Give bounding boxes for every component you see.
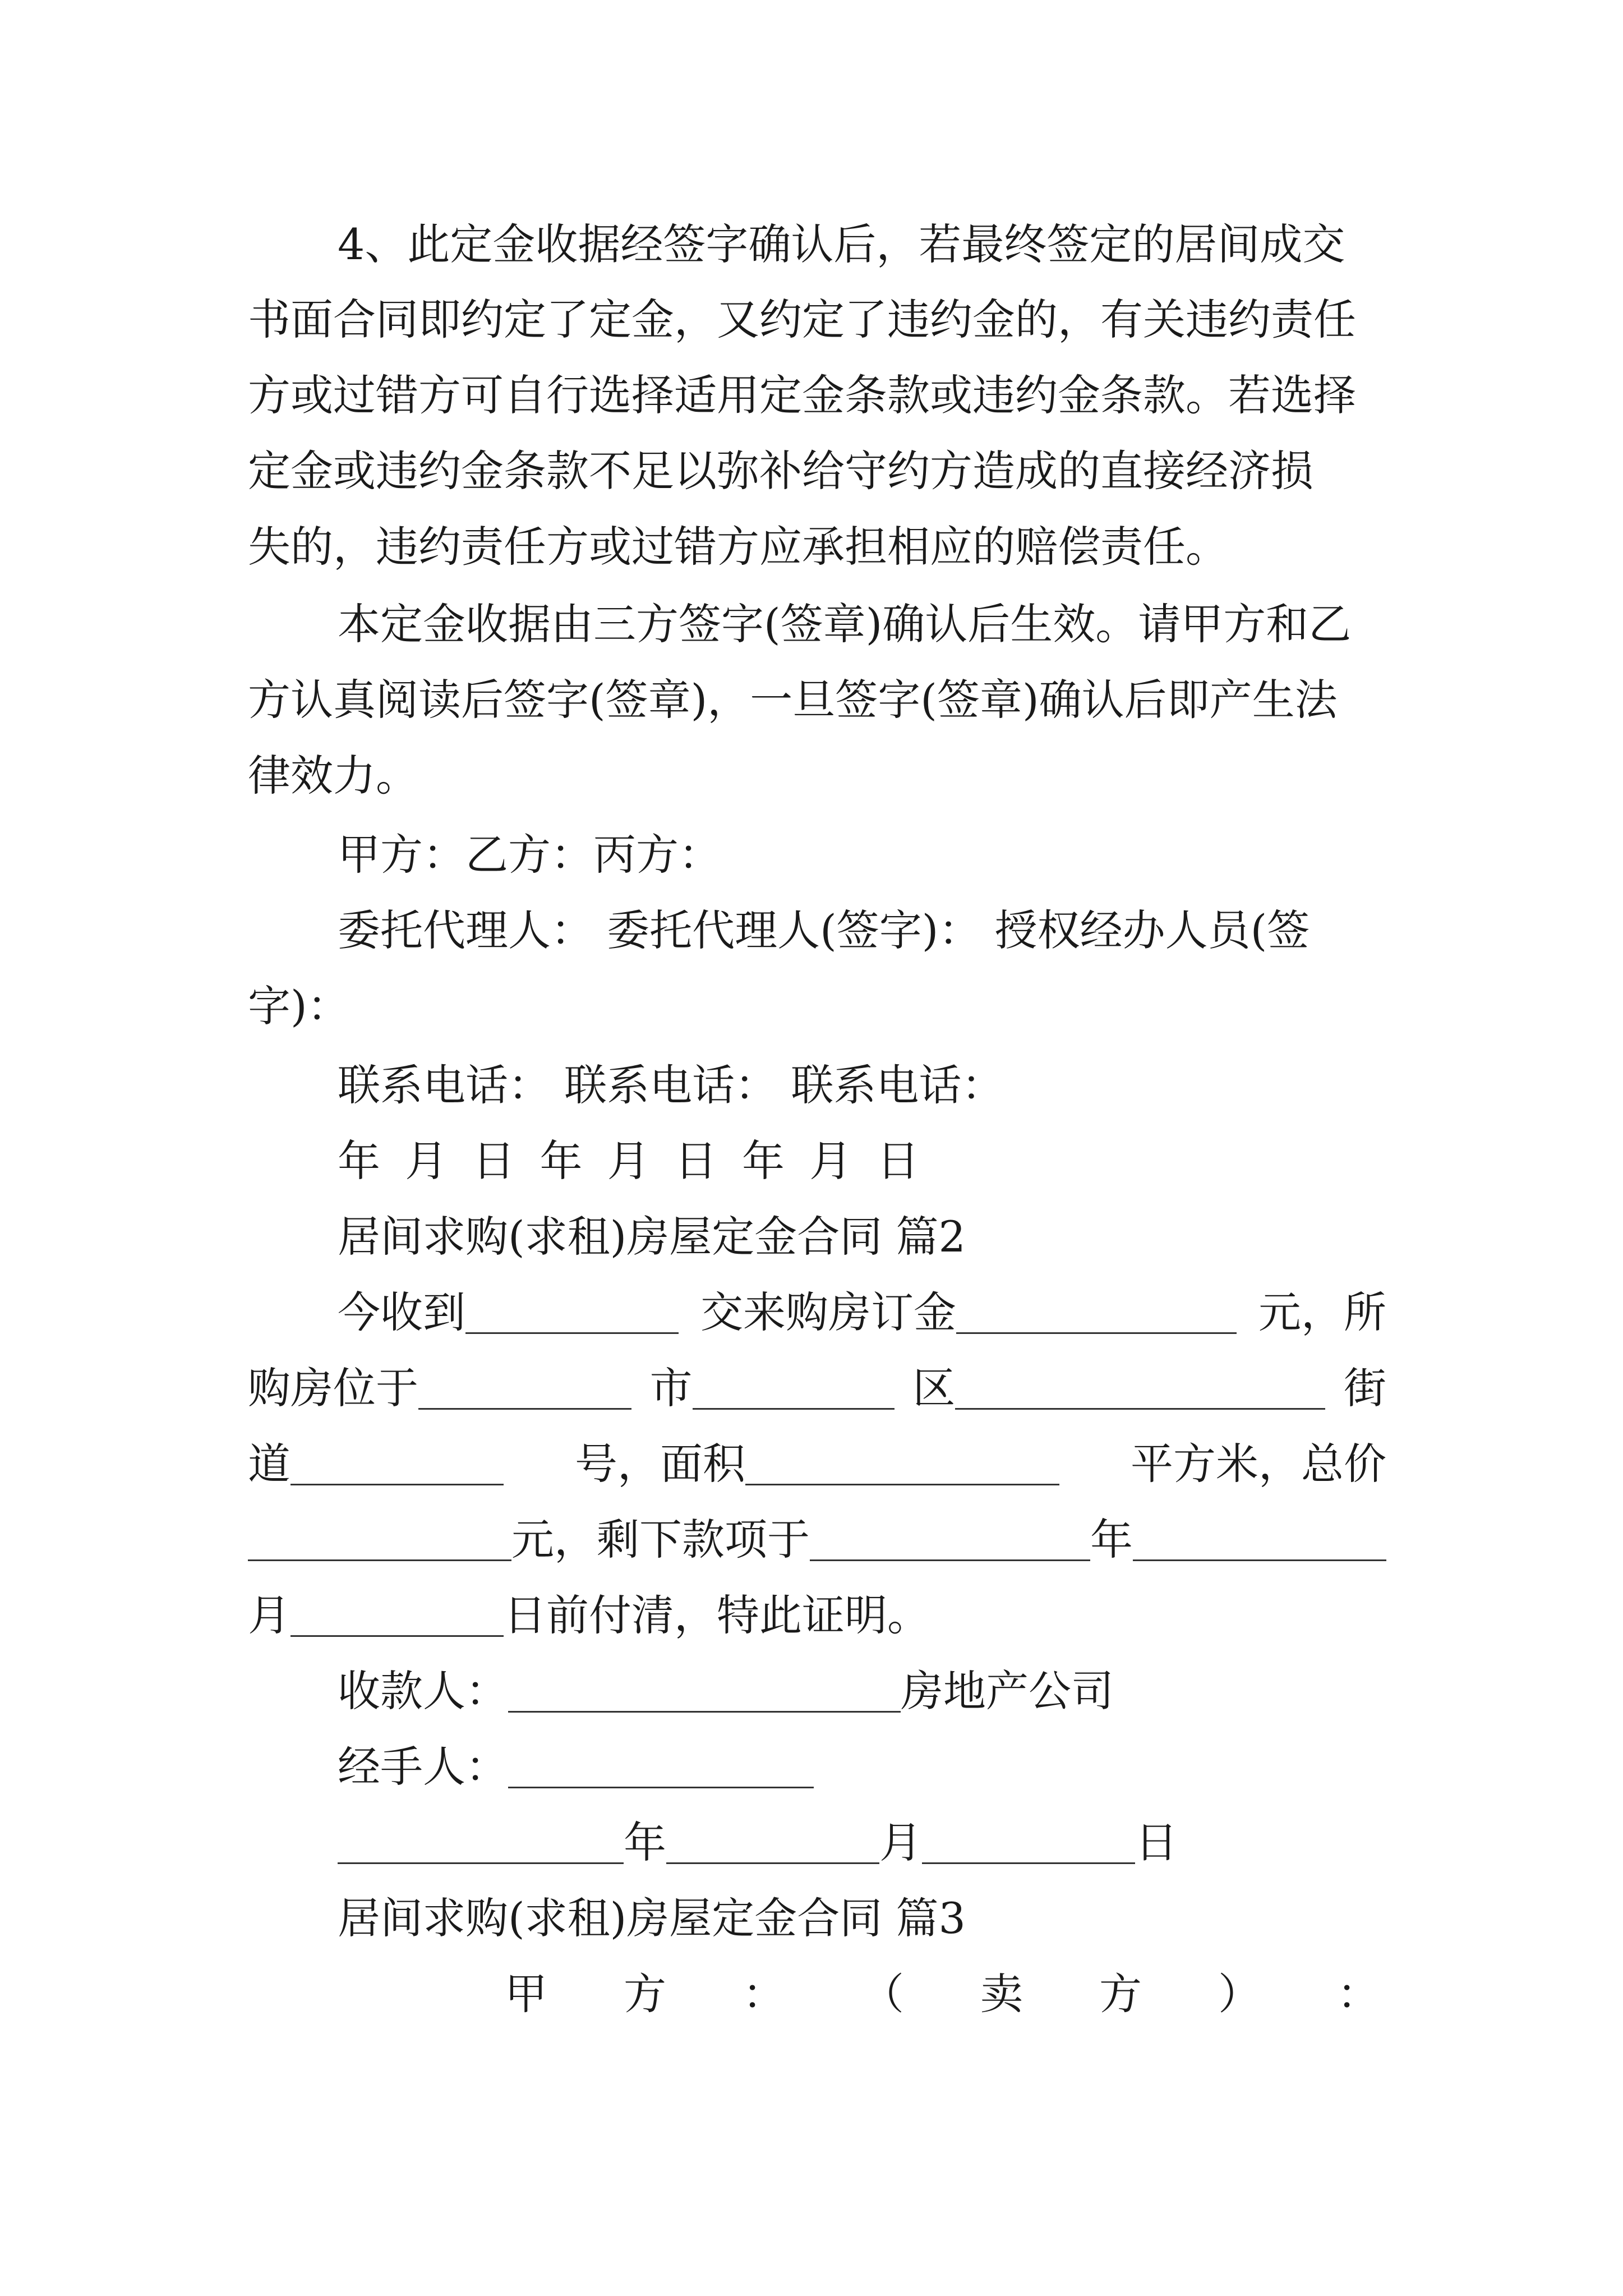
phones-line: 联系电话： 联系电话： 联系电话： bbox=[338, 1060, 1004, 1110]
effect-line-2: 方认真阅读后签字(签章)，一旦签字(签章)确认后即产生法 bbox=[248, 675, 1338, 725]
district-blank[interactable] bbox=[693, 1369, 895, 1410]
open-paren: （ bbox=[861, 1969, 904, 2019]
party-a-char-2: 方 bbox=[624, 1969, 666, 2019]
effect-line-3: 律效力。 bbox=[248, 751, 418, 800]
handler-label: 经手人： bbox=[338, 1742, 508, 1792]
city-label: 市 bbox=[649, 1363, 693, 1413]
number-blank[interactable] bbox=[291, 1444, 504, 1485]
seller-char-2: 方 bbox=[1099, 1969, 1142, 2019]
clause-4-line-4: 定金或违约金条款不足以弥补给守约方造成的直接经济损 bbox=[248, 446, 1313, 496]
sign-year-blank[interactable] bbox=[338, 1823, 624, 1864]
deposit-amount-blank[interactable] bbox=[956, 1293, 1237, 1334]
handler-row bbox=[338, 1742, 814, 1792]
party-a-char-1: 甲 bbox=[505, 1969, 547, 2019]
clause-4-line-2: 书面合同即约定了定金，又约定了违约金的，有关违约责任 bbox=[248, 295, 1356, 344]
street-blank[interactable] bbox=[955, 1369, 1325, 1410]
signature-date-row bbox=[338, 1818, 1178, 1867]
payee-label: 收款人： bbox=[338, 1666, 508, 1716]
clause-4-line-3: 方或过错方可自行选择适用定金条款或违约金条款。若选择 bbox=[248, 370, 1356, 420]
day-blank[interactable] bbox=[291, 1596, 504, 1637]
month-blank[interactable] bbox=[1133, 1520, 1386, 1561]
receipt-row-2 bbox=[248, 1363, 1386, 1413]
close-paren: ） bbox=[1218, 1969, 1261, 2019]
handler-blank[interactable] bbox=[508, 1747, 814, 1788]
party-a-seller-row bbox=[505, 1969, 1380, 2019]
sign-year-label: 年 bbox=[624, 1818, 666, 1867]
city-blank[interactable] bbox=[418, 1369, 631, 1410]
street-label: 街 bbox=[1343, 1363, 1386, 1413]
month-label: 月 bbox=[248, 1590, 291, 1640]
received-from-label: 今收到 bbox=[338, 1287, 465, 1337]
location-label: 购房位于 bbox=[248, 1363, 418, 1413]
sign-day-blank[interactable] bbox=[922, 1823, 1135, 1864]
sign-month-blank[interactable] bbox=[666, 1823, 879, 1864]
section-2-title: 居间求购(求租)房屋定金合同 篇2 bbox=[338, 1212, 966, 1262]
parties-line: 甲方：乙方：丙方： bbox=[338, 830, 721, 880]
sign-day-label: 日 bbox=[1135, 1818, 1178, 1867]
seller-char-1: 卖 bbox=[980, 1969, 1023, 2019]
road-label: 道 bbox=[248, 1439, 291, 1489]
receipt-row-1 bbox=[338, 1287, 1386, 1337]
real-estate-company-label: 房地产公司 bbox=[901, 1666, 1114, 1716]
receipt-row-4 bbox=[248, 1515, 1386, 1565]
agents-line-1: 委托代理人： 委托代理人(签字)： 授权经办人员(签 bbox=[338, 905, 1310, 955]
yuan-label: 元，所 bbox=[1258, 1287, 1386, 1337]
effect-line-1: 本定金收据由三方签字(签章)确认后生效。请甲方和乙 bbox=[338, 599, 1352, 649]
total-price-blank[interactable] bbox=[248, 1520, 511, 1561]
total-price-label: 平方米，总价 bbox=[1131, 1439, 1386, 1489]
sign-month-label: 月 bbox=[879, 1818, 922, 1867]
agents-line-2: 字)： bbox=[248, 981, 350, 1031]
seller-colon: ： bbox=[1337, 1969, 1380, 2019]
clause-4-line-5: 失的，违约责任方或过错方应承担相应的赔偿责任。 bbox=[248, 522, 1228, 572]
area-blank[interactable] bbox=[745, 1444, 1059, 1485]
balance-label: 元，剩下款项于 bbox=[511, 1515, 810, 1565]
receipt-row-5 bbox=[248, 1590, 930, 1640]
party-a-colon: ： bbox=[743, 1969, 785, 2019]
district-label: 区 bbox=[912, 1363, 956, 1413]
area-label: 号，面积 bbox=[575, 1439, 745, 1489]
payee-blank[interactable] bbox=[508, 1672, 901, 1713]
pay-off-text: 日前付清，特此证明。 bbox=[504, 1590, 930, 1640]
payee-row bbox=[338, 1666, 1114, 1716]
deposit-label: 交来购房订金 bbox=[700, 1287, 956, 1337]
section-3-title: 居间求购(求租)房屋定金合同 篇3 bbox=[338, 1893, 966, 1943]
receipt-row-3 bbox=[248, 1439, 1386, 1489]
year-label: 年 bbox=[1090, 1515, 1133, 1565]
payer-blank[interactable] bbox=[465, 1293, 679, 1334]
year-blank[interactable] bbox=[810, 1520, 1090, 1561]
clause-4-line-1: 4、此定金收据经签字确认后，若最终签定的居间成交 bbox=[338, 219, 1345, 269]
dates-line: 年 月 日 年 月 日 年 月 日 bbox=[338, 1136, 920, 1186]
